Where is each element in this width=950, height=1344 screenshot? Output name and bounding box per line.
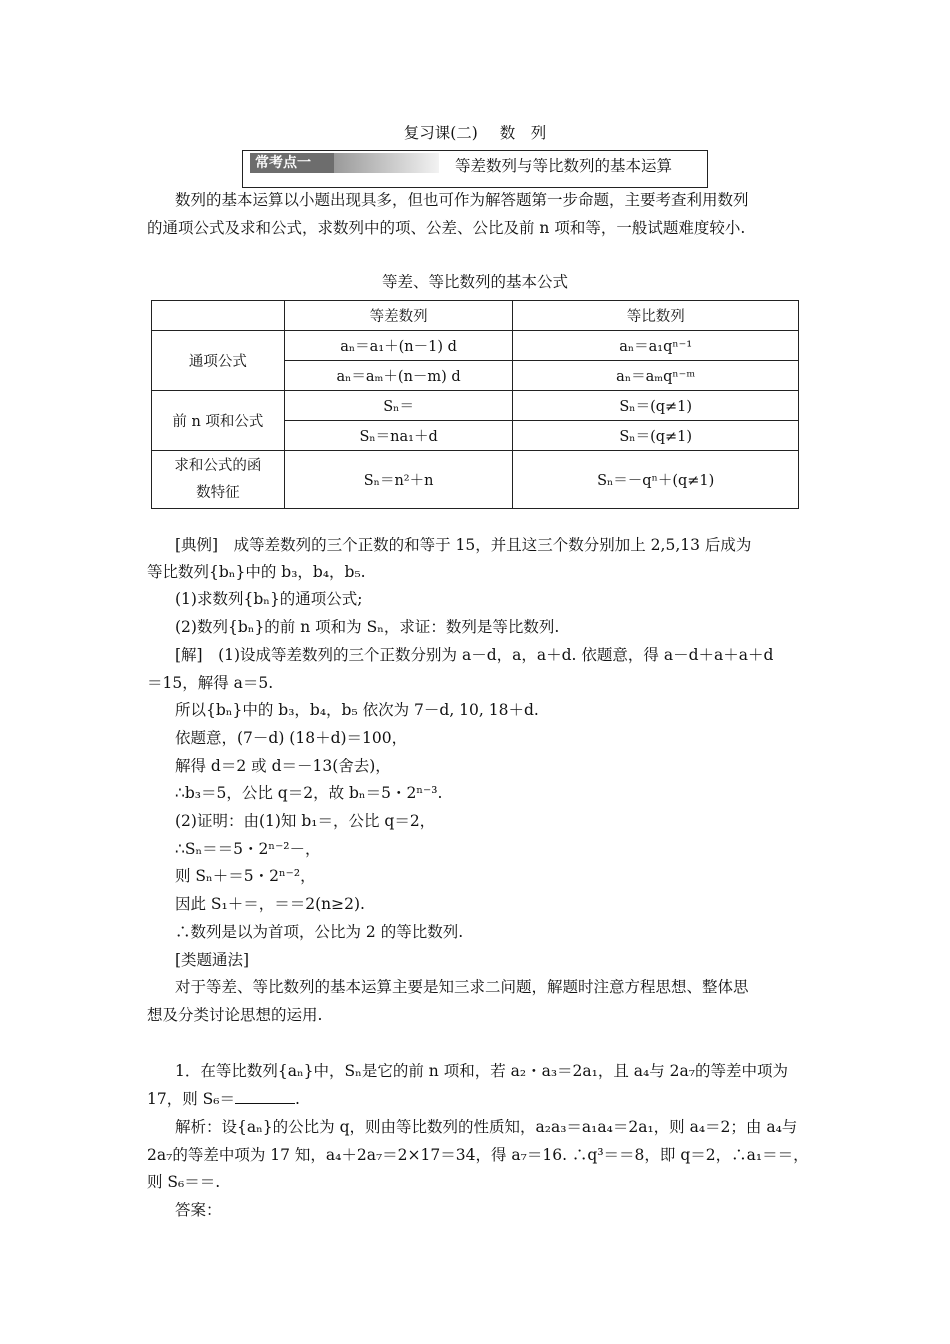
- answer-blank: [235, 1089, 295, 1104]
- exercise-line-1: 1．在等比数列{aₙ}中，Sₙ是它的前 n 项和，若 a₂・a₃＝2a₁，且 a₄与 2a₇的等差中项为: [175, 1062, 788, 1080]
- table-header-empty: [152, 301, 285, 331]
- solution-4: 解得 d＝2 或 d＝－13(舍去)，: [175, 757, 391, 775]
- banner-tag: 常考点一: [250, 153, 334, 173]
- exercise-solution-3: 则 S₆＝＝.: [147, 1173, 221, 1191]
- intro-line-1: 数列的基本运算以小题出现具多，但也可作为解答题第一步命题，主要考查利用数列: [175, 191, 749, 209]
- solution-6: (2)证明：由(1)知 b₁＝，公比 q＝2，: [175, 812, 436, 830]
- method-line-1: 对于等差、等比数列的基本运算主要是知三求二问题，解题时注意方程思想、整体思: [175, 978, 749, 996]
- cell-geo-fun: Sₙ＝－qⁿ＋(q≠1): [513, 451, 799, 509]
- formula-table: [151, 300, 799, 509]
- solution-9: 因此 S₁＋＝，＝＝2(n≥2).: [175, 895, 365, 913]
- solution-7: ∴Sₙ＝＝5・2ⁿ⁻²－，: [175, 840, 321, 858]
- exercise-solution-2: 2a₇的等差中项为 17 知，a₄＋2a₇＝2×17＝34，得 a₇＝16. ∴q³＝＝8，即 q＝2，∴a₁＝＝，: [147, 1146, 809, 1164]
- exercise-answer: 答案：: [175, 1201, 222, 1219]
- page-title: [0, 121, 950, 143]
- cell-geo-gen1: aₙ＝a₁qⁿ⁻¹: [513, 331, 799, 361]
- method-title: [类题通法]: [175, 951, 250, 969]
- exercise-solution-1: 解析：设{aₙ}的公比为 q，则由等比数列的性质知，a₂a₃＝a₁a₄＝2a₁，则 a₄＝2；由 a₄与: [175, 1118, 798, 1136]
- example-q2: (2)数列{bₙ}的前 n 项和为 Sₙ，求证：数列是等比数列.: [175, 618, 560, 636]
- row-label-function: [152, 451, 285, 509]
- cell-geo-gen2: aₙ＝aₘqⁿ⁻ᵐ: [513, 361, 799, 391]
- cell-geo-sum2: Sₙ＝(q≠1): [513, 421, 799, 451]
- row-label-function-2: 数特征: [196, 484, 240, 501]
- intro-line-2: 的通项公式及求和公式，求数列中的项、公差、公比及前 n 项和等，一般试题难度较小.: [147, 219, 746, 237]
- banner-gradient: [334, 153, 439, 173]
- topic-banner: [242, 150, 708, 188]
- solution-5: ∴b₃＝5，公比 q＝2，故 bₙ＝5・2ⁿ⁻³.: [175, 784, 443, 802]
- banner-topic: 等差数列与等比数列的基本运算: [455, 157, 673, 175]
- solution-1b: ＝15，解得 a＝5.: [147, 674, 274, 692]
- table-header-arithmetic: 等差数列: [284, 301, 513, 331]
- solution-3: 依题意，(7－d) (18＋d)＝100，: [175, 729, 408, 747]
- title-left: 复习课(二): [403, 124, 478, 142]
- exercise-line-2a: 17，则 S₆＝: [147, 1090, 235, 1108]
- title-right: 数 列: [499, 124, 547, 142]
- table-caption: 等差、等比数列的基本公式: [381, 273, 568, 291]
- solution-1a: [解] (1)设成等差数列的三个正数分别为 a－d，a，a＋d. 依题意，得 a－d＋a＋a＋d: [175, 646, 774, 664]
- cell-ari-sum2: Sₙ＝na₁＋d: [284, 421, 513, 451]
- cell-geo-sum1: Sₙ＝(q≠1): [513, 391, 799, 421]
- example-line-1: [典例] 成等差数列的三个正数的和等于 15，并且这三个数分别加上 2,5,13 后成为: [175, 536, 752, 554]
- exercise-line-2b: .: [294, 1090, 300, 1108]
- row-label-general: 通项公式: [152, 331, 285, 391]
- example-line-2: 等比数列{bₙ}中的 b₃，b₄，b₅.: [147, 563, 366, 581]
- solution-8: 则 Sₙ＋＝5・2ⁿ⁻²，: [175, 867, 316, 885]
- cell-ari-gen1: aₙ＝a₁＋(n－1) d: [284, 331, 513, 361]
- row-label-function-1: 求和公式的函: [174, 457, 262, 474]
- row-label-sum: 前 n 项和公式: [152, 391, 285, 451]
- table-header-geometric: 等比数列: [513, 301, 799, 331]
- exercise-line-2: [147, 1089, 300, 1109]
- example-q1: (1)求数列{bₙ}的通项公式;: [175, 590, 363, 608]
- solution-2: 所以{bₙ}中的 b₃，b₄，b₅ 依次为 7－d, 10, 18＋d.: [175, 701, 539, 719]
- solution-10: ∴数列是以为首项，公比为 2 的等比数列.: [175, 923, 464, 941]
- cell-ari-sum1: Sₙ＝: [284, 391, 513, 421]
- cell-ari-fun: Sₙ＝n²＋n: [284, 451, 513, 509]
- method-line-2: 想及分类讨论思想的运用.: [147, 1006, 323, 1024]
- cell-ari-gen2: aₙ＝aₘ＋(n－m) d: [284, 361, 513, 391]
